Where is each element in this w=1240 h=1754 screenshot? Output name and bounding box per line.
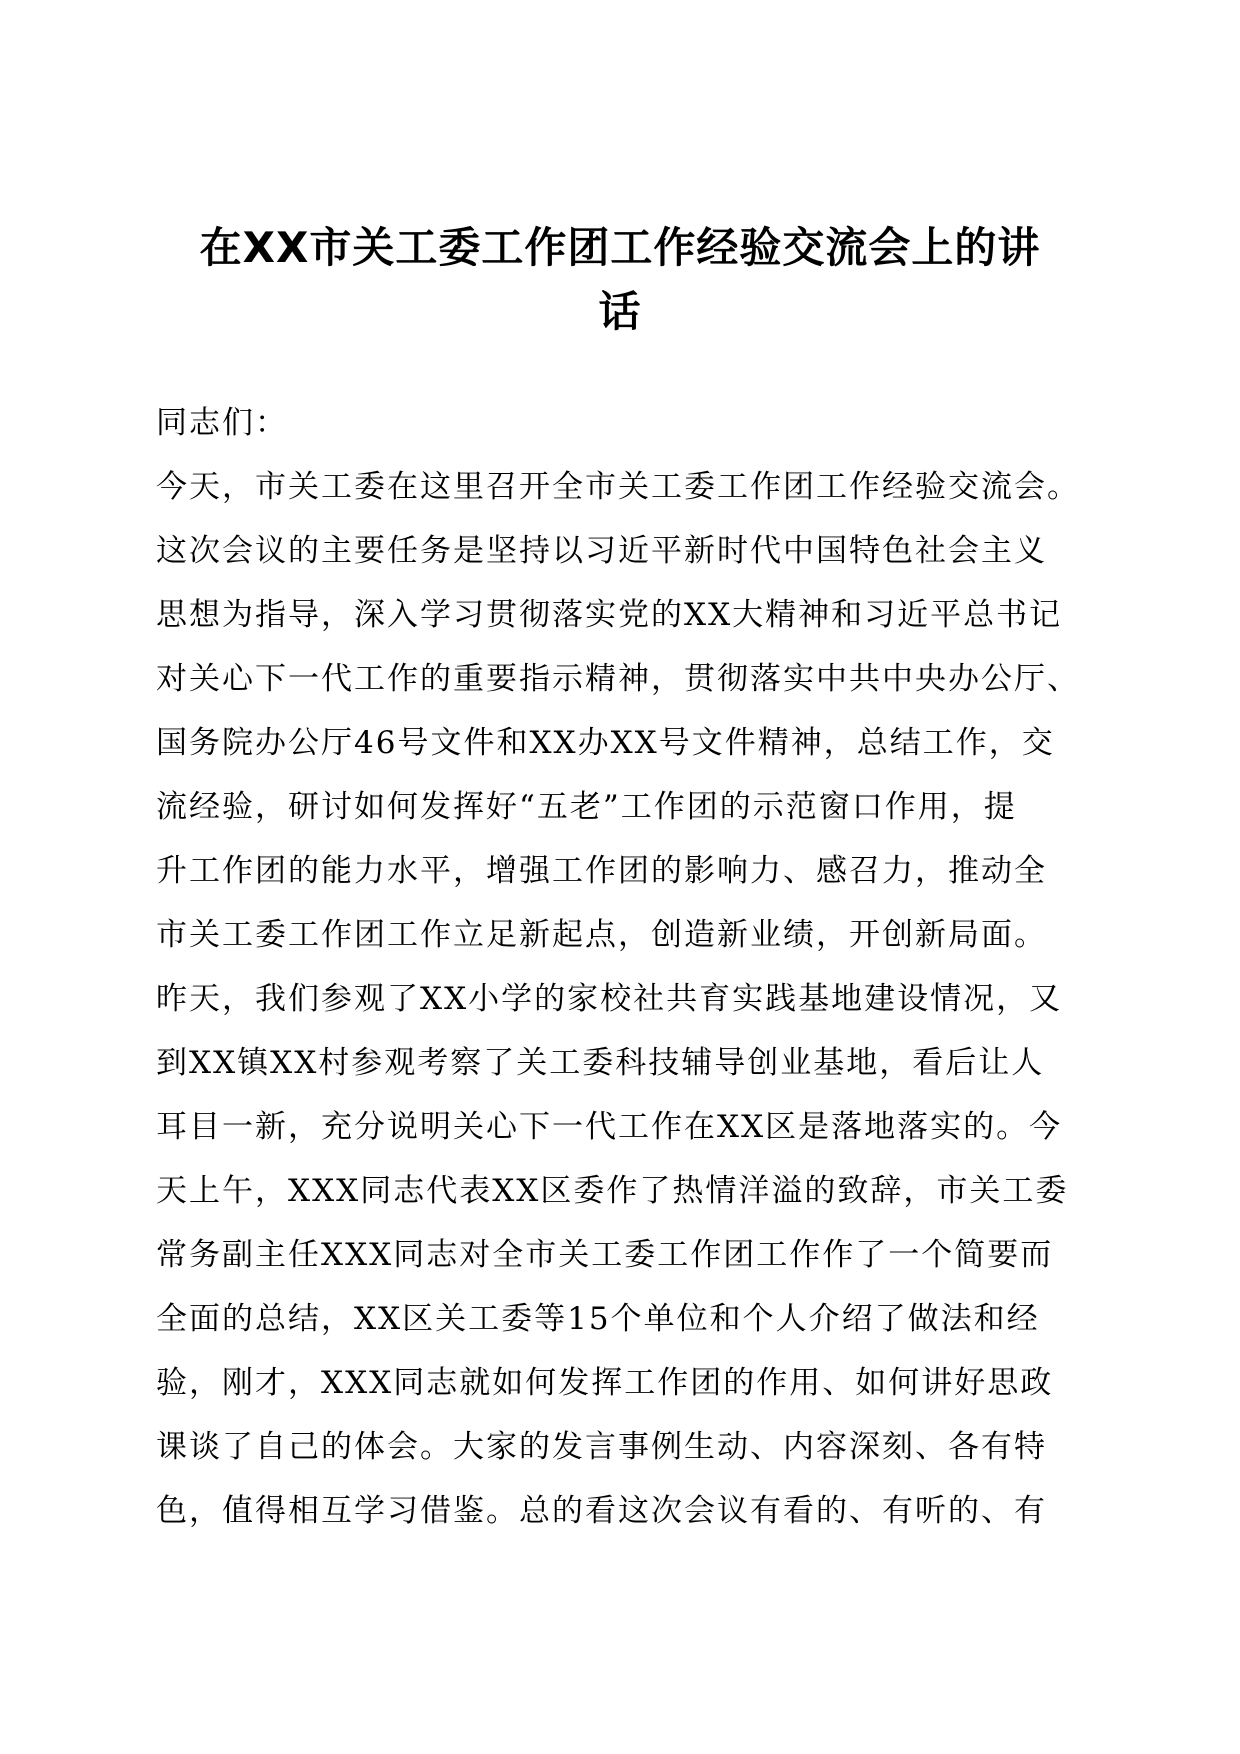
body-line: 全面的总结，XX区关工委等15个单位和个人介绍了做法和经 <box>156 1301 1040 1337</box>
document-body <box>156 391 1086 1543</box>
title-line-2: 话 <box>598 287 642 336</box>
body-line: 验，刚才，XXX同志就如何发挥工作团的作用、如何讲好思政 <box>156 1365 1054 1401</box>
body-line: 对关心下一代工作的重要指示精神，贯彻落实中共中央办公厅、 <box>156 661 1080 697</box>
body-line: 课谈了自己的体会。大家的发言事例生动、内容深刻、各有特 <box>156 1429 1047 1465</box>
body-line: 到XX镇XX村参观考察了关工委科技辅导创业基地，看后让人 <box>156 1045 1045 1081</box>
body-line: 色，值得相互学习借鉴。总的看这次会议有看的、有听的、有 <box>156 1493 1047 1529</box>
body-line: 升工作团的能力水平，增强工作团的影响力、感召力，推动全 <box>156 853 1047 889</box>
body-line: 思想为指导，深入学习贯彻落实党的XX大精神和习近平总书记 <box>156 597 1063 633</box>
body-line: 这次会议的主要任务是坚持以习近平新时代中国特色社会主义 <box>156 533 1047 569</box>
body-line: 常务副主任XXX同志对全市关工委工作团工作作了一个简要而 <box>156 1237 1054 1273</box>
body-line: 天上午，XXX同志代表XX区委作了热情洋溢的致辞，市关工委 <box>156 1173 1069 1209</box>
body-line: 流经验，研讨如何发挥好“五老”工作团的示范窗口作用，提 <box>156 789 1017 825</box>
body-line: 市关工委工作团工作立足新起点，创造新业绩，开创新局面。 <box>156 917 1047 953</box>
body-line: 国务院办公厅46号文件和XX办XX号文件精神，总结工作，交 <box>156 725 1055 761</box>
document-title <box>160 216 1080 344</box>
body-line: 耳目一新，充分说明关心下一代工作在XX区是落地落实的。今 <box>156 1109 1063 1145</box>
title-line-1: 在XX市关工委工作团工作经验交流会上的讲 <box>199 223 1041 272</box>
body-line: 今天，市关工委在这里召开全市关工委工作团工作经验交流会。 <box>156 469 1080 505</box>
salutation: 同志们： <box>156 405 288 441</box>
body-line: 昨天，我们参观了XX小学的家校社共育实践基地建设情况，又 <box>156 981 1063 1017</box>
